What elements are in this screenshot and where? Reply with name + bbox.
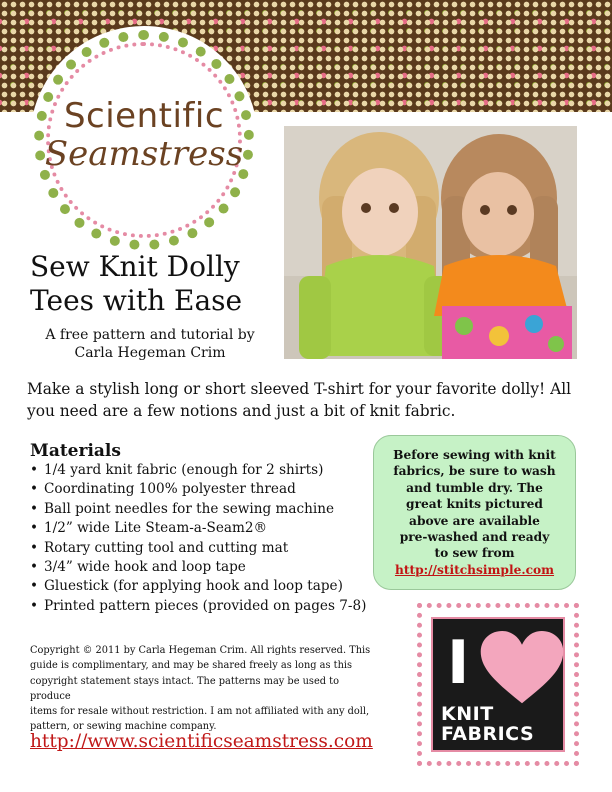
copyright-line: copyright statement stays intact. The patterns may be used to produce — [30, 675, 339, 702]
callout-line: fabrics, be sure to wash — [393, 464, 556, 479]
dolls-illustration — [284, 126, 577, 359]
badge-letter-i: I — [447, 628, 470, 698]
scientific-seamstress-logo — [30, 26, 258, 254]
title-line-2: Tees with Ease — [30, 284, 243, 317]
materials-list — [30, 461, 380, 616]
callout-line: great knits pictured — [406, 497, 543, 512]
list-item: • 3/4” wide hook and loop tape — [30, 558, 380, 577]
materials-heading: Materials — [30, 441, 121, 461]
washing-tip-callout — [373, 435, 576, 590]
logo-text-scientific: Scientific — [63, 96, 225, 136]
heart-icon — [479, 627, 565, 709]
copyright-notice — [30, 643, 375, 735]
badge-panel — [431, 617, 565, 752]
copyright-line: items for resale without restriction. I am not affiliated with any doll, — [30, 706, 370, 718]
stitchsimple-link[interactable]: http://stitchsimple.com — [394, 562, 555, 577]
list-item: • Printed pattern pieces (provided on pages 7-8) — [30, 597, 380, 616]
i-love-knit-fabrics-badge — [417, 603, 579, 766]
byline — [30, 326, 270, 362]
list-item: • 1/4 yard knit fabric (enough for 2 shirts) — [30, 461, 380, 480]
list-item: • Rotary cutting tool and cutting mat — [30, 539, 380, 558]
list-item: • Coordinating 100% polyester thread — [30, 480, 380, 499]
callout-line: Before sewing with knit — [393, 448, 556, 462]
logo-text-seamstress: Seamstress — [44, 134, 244, 174]
scientificseamstress-link[interactable]: http://www.scientificseamstress.com — [30, 731, 373, 752]
badge-word-fabrics: FABRICS — [441, 723, 535, 745]
copyright-line: pattern, or sewing machine company. — [30, 721, 217, 733]
byline-line-2: Carla Hegeman Crim — [74, 345, 226, 361]
callout-line: pre-washed and ready — [399, 530, 550, 545]
dolls-photo — [284, 126, 577, 359]
list-item: • Ball point needles for the sewing machine — [30, 500, 380, 519]
badge-word-knit: KNIT — [441, 703, 494, 725]
intro-paragraph: Make a stylish long or short sleeved T-shirt for your favorite dolly! All you need are a few notions and just a bit of knit fabric. — [27, 380, 572, 420]
callout-line: above are available — [409, 513, 540, 528]
byline-line-1: A free pattern and tutorial by — [45, 327, 255, 343]
page-title — [30, 250, 270, 318]
list-item: • Gluestick (for applying hook and loop tape) — [30, 577, 380, 596]
copyright-line: Copyright © 2011 by Carla Hegeman Crim. All rights reserved. This — [30, 645, 371, 656]
copyright-line: guide is complimentary, and may be shared freely as long as this — [30, 660, 353, 672]
callout-line: and tumble dry. The — [406, 480, 543, 495]
callout-line: to sew from — [434, 546, 515, 561]
list-item: • 1/2” wide Lite Steam-a-Seam2® — [30, 519, 380, 538]
title-line-1: Sew Knit Dolly — [30, 250, 240, 283]
